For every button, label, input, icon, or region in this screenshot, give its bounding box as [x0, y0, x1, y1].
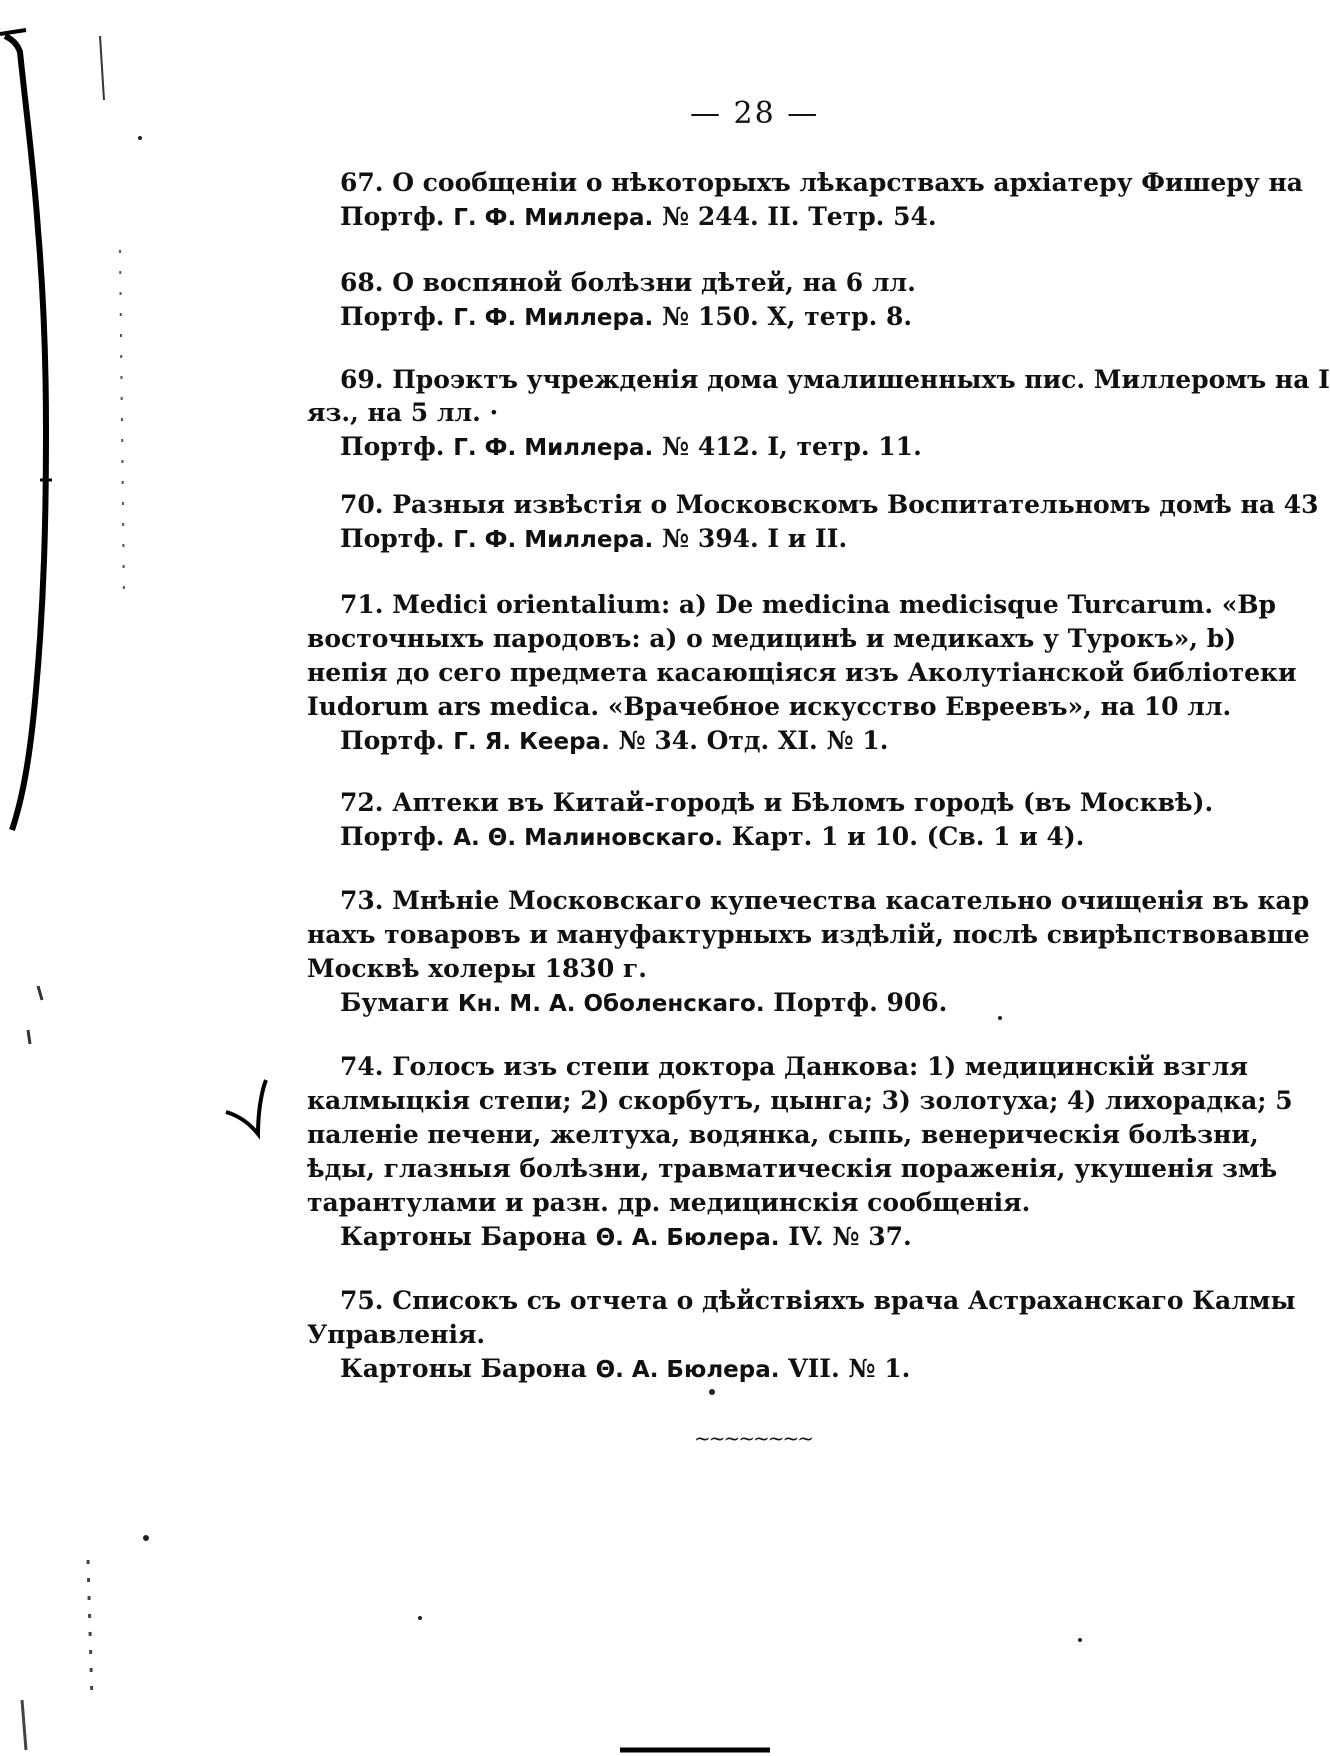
- entry-69-line: 69. Проэктъ учрежденія дома умалишенныхъ пис. Миллеромъ на I: [340, 365, 1330, 394]
- source-pre: Портф.: [340, 524, 445, 553]
- entry-69-line: яз., на 5 лл. ·: [307, 398, 499, 427]
- entry-71-line: Iudorum ars medica. «Врачебное искусство Евреевъ», на 10 лл.: [307, 692, 1232, 721]
- entry-72-source: [340, 822, 1084, 851]
- entry-75-line: Управленія.: [307, 1320, 486, 1349]
- source-post: № 394. I и II.: [661, 524, 848, 553]
- entry-73-line: 73. Мнѣніе Московскаго купечества касательно очищенія въ кар: [340, 886, 1310, 915]
- source-name: Г. Ф. Миллера.: [453, 527, 654, 553]
- source-post: № 244. II. Тетр. 54.: [661, 202, 937, 231]
- source-name: Г. Ф. Миллера.: [453, 305, 654, 331]
- speck: [418, 1616, 422, 1620]
- entry-72-line: 72. Аптеки въ Китай-городѣ и Бѣломъ городѣ (въ Москвѣ).: [340, 788, 1214, 817]
- margin-dash: [38, 986, 42, 1000]
- margin-dash: [22, 1700, 26, 1750]
- entry-74-line: 74. Голосъ изъ степи доктора Данкова: 1) медицинскій взгля: [340, 1052, 1248, 1081]
- entry-71-source: [340, 726, 888, 755]
- source-post: VII. № 1.: [788, 1354, 911, 1383]
- dotted-margin-line: [88, 1560, 92, 1700]
- source-pre: Портф.: [340, 432, 445, 461]
- source-post: № 412. I, тетр. 11.: [661, 432, 922, 461]
- entry-68-line: 68. О воспяной болѣзни дѣтей, на 6 лл.: [340, 268, 916, 297]
- source-name: Θ. А. Бюлера.: [595, 1357, 780, 1383]
- source-post: № 150. X, тетр. 8.: [661, 302, 913, 331]
- speck: [143, 1535, 149, 1541]
- entry-71-line: восточныхъ пародовъ: а) о медицинѣ и медикахъ у Турокъ», b): [307, 624, 1237, 653]
- entry-74-line: тарантулами и разн. др. медицинскія сообщенія.: [307, 1188, 1031, 1217]
- source-name: А. Θ. Малиновскаго.: [453, 825, 724, 851]
- closing-ornament: ~~~~~~~~: [694, 1426, 813, 1450]
- speck: [1078, 1638, 1082, 1642]
- speck: [998, 1016, 1002, 1020]
- source-name: Г. Ф. Миллера.: [453, 205, 654, 231]
- source-pre: Портф.: [340, 822, 445, 851]
- entry-74-line: калмыцкія степи; 2) скорбутъ, цынга; 3) золотуха; 4) лихорадка; 5: [307, 1086, 1293, 1115]
- entry-70-source: [340, 524, 847, 553]
- source-pre: Портф.: [340, 202, 445, 231]
- speck: [138, 136, 142, 140]
- entry-74-source: [340, 1222, 912, 1251]
- vertical-pencil-line: [100, 36, 104, 100]
- source-name: Кн. М. А. Оболенскаго.: [457, 991, 765, 1017]
- source-pre: Картоны Барона: [340, 1222, 587, 1251]
- source-name: Г. Ф. Миллера.: [453, 435, 654, 461]
- source-post: № 34. Отд. XI. № 1.: [618, 726, 889, 755]
- margin-dash: [28, 1030, 30, 1044]
- source-pre: Портф.: [340, 726, 445, 755]
- entry-74-line: ѣды, глазныя болѣзни, травматическія пораженія, укушенія змѣ: [307, 1154, 1278, 1183]
- entry-73-line: Москвѣ холеры 1830 г.: [307, 954, 647, 983]
- entry-71-line: непія до сего предмета касающіяся изъ Аколутіанской библіотеки: [307, 658, 1297, 687]
- entry-67-line: 67. О сообщеніи о нѣкоторыхъ лѣкарствахъ архіатеру Фишеру на: [340, 168, 1303, 197]
- check-mark: [226, 1080, 266, 1134]
- entry-73-line: нахъ товаровъ и мануфактурныхъ издѣлій, послѣ свирѣпствовавше: [307, 920, 1310, 949]
- source-pre: Картоны Барона: [340, 1354, 587, 1383]
- entry-68-source: [340, 302, 912, 331]
- dotted-margin-line: [120, 250, 124, 600]
- entry-75-source: [340, 1354, 910, 1383]
- source-post: IV. № 37.: [788, 1222, 912, 1251]
- left-edge-tick: [0, 30, 26, 34]
- left-binding-edge: [5, 36, 46, 830]
- entry-74-line: паленіе печени, желтуха, водянка, сыпь, венерическія болѣзни,: [307, 1120, 1259, 1149]
- source-name: Θ. А. Бюлера.: [595, 1225, 780, 1251]
- entry-67-source: [340, 202, 937, 231]
- speck: [709, 1389, 715, 1395]
- entry-75-line: 75. Списокъ съ отчета о дѣйствіяхъ врача Астраханскаго Калмы: [340, 1286, 1296, 1315]
- source-pre: Портф.: [340, 302, 445, 331]
- page-number: — 28 —: [690, 96, 820, 131]
- entry-70-line: 70. Разныя извѣстія о Московскомъ Воспитательномъ домѣ на 43: [340, 490, 1319, 519]
- entry-69-source: [340, 432, 922, 461]
- source-post: Карт. 1 и 10. (Св. 1 и 4).: [731, 822, 1085, 851]
- source-post: Портф. 906.: [773, 988, 948, 1017]
- entry-71-line: 71. Medici orientalium: a) De medicina medicisque Turcarum. «Вр: [340, 590, 1276, 619]
- entry-73-source: [340, 988, 947, 1017]
- source-name: Г. Я. Кеера.: [453, 729, 610, 755]
- source-pre: Бумаги: [340, 988, 450, 1017]
